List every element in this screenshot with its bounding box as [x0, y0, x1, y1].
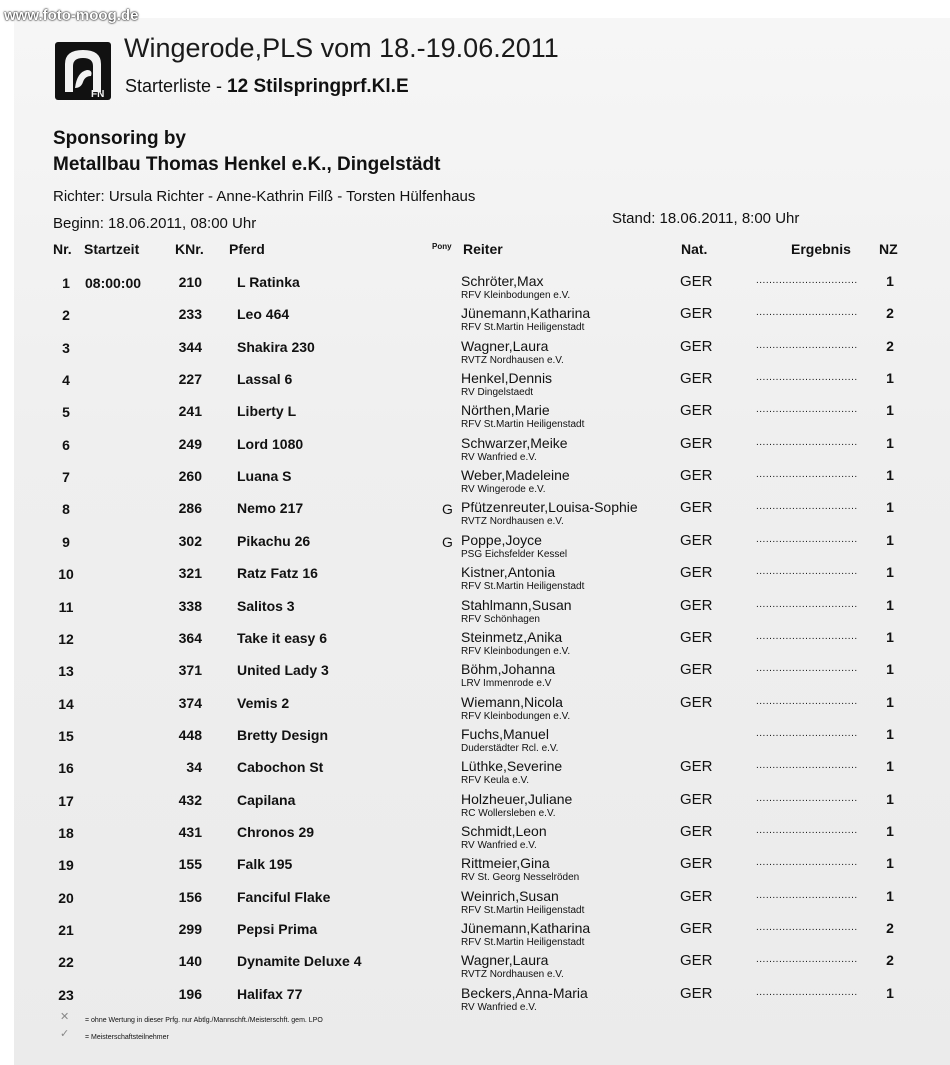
entry-nat: GER — [680, 984, 713, 1002]
entry-nr: 4 — [62, 372, 70, 389]
entry-nat: GER — [680, 467, 713, 485]
entry-club: RVTZ Nordhausen e.V. — [461, 969, 564, 981]
entry-club: RFV Keula e.V. — [461, 775, 530, 787]
entry-nz: 1 — [886, 661, 894, 678]
entry-nz: 1 — [886, 370, 894, 387]
entry-nat: GER — [680, 402, 713, 420]
entry-nz: 1 — [886, 887, 894, 904]
entry-nat: GER — [680, 628, 713, 646]
entry-nr: 22 — [58, 954, 74, 971]
entry-nz: 1 — [886, 984, 894, 1001]
table-row — [0, 499, 950, 531]
entry-nat: GER — [680, 790, 713, 808]
entry-rider: Nörthen,Marie — [461, 402, 550, 419]
table-row — [0, 370, 950, 402]
header-nz: NZ — [879, 241, 898, 257]
entry-nat: GER — [680, 370, 713, 388]
fn-logo-icon — [55, 42, 111, 100]
entry-club: RFV St.Martin Heiligenstadt — [461, 937, 585, 948]
logo-text: FN — [91, 89, 105, 100]
entry-club: Duderstädter Rcl. e.V. — [461, 742, 559, 754]
entry-nr: 17 — [58, 792, 74, 809]
entry-rider: Jünemann,Katharina — [461, 920, 591, 936]
table-row — [0, 597, 950, 629]
entry-nr: 5 — [62, 404, 70, 421]
entry-nr: 13 — [58, 663, 74, 680]
judges-line: Richter: Ursula Richter - Anne-Kathrin Filß - Torsten Hülfenhaus — [53, 188, 476, 205]
entry-nz: 1 — [886, 628, 894, 645]
entry-result-blank: ............................... — [756, 598, 858, 610]
entry-result-blank: ............................... — [756, 857, 858, 869]
entry-result-blank: ............................... — [756, 469, 858, 481]
entry-club: RV Wingerode e.V. — [461, 484, 546, 496]
entry-nr: 7 — [62, 469, 70, 486]
entry-nat: GER — [680, 661, 713, 679]
entry-rider: Schmidt,Leon — [461, 822, 547, 839]
entry-horse: Bretty Design — [237, 726, 329, 743]
entry-result-blank: ............................... — [756, 436, 858, 448]
entry-result-blank: ............................... — [756, 533, 858, 545]
entry-knr: 302 — [178, 532, 202, 549]
entry-horse: Pepsi Prima — [237, 921, 318, 937]
entry-nr: 16 — [58, 760, 74, 777]
entry-club: RFV St.Martin Heiligenstadt — [461, 581, 585, 593]
table-row — [0, 435, 950, 467]
entry-club: RFV Kleinbodungen e.V. — [461, 710, 571, 722]
entry-club: RV Wanfried e.V. — [461, 451, 537, 463]
table-row — [0, 338, 950, 370]
entry-nr: 6 — [62, 436, 70, 453]
table-row — [0, 402, 950, 434]
cross-icon: ✕ — [60, 1011, 70, 1023]
entry-nat: GER — [680, 887, 713, 905]
entry-rider: Wiemann,Nicola — [461, 693, 563, 710]
entry-horse: Luana S — [237, 468, 292, 485]
entry-knr: 156 — [178, 888, 202, 905]
entry-club: RFV Schönhagen — [461, 613, 540, 625]
entry-club: RFV Kleinbodungen e.V. — [461, 645, 571, 657]
entry-result-blank: ............................... — [756, 275, 858, 286]
entry-nz: 1 — [886, 402, 894, 419]
entry-horse: Leo 464 — [237, 306, 290, 323]
entry-horse: Fanciful Flake — [237, 888, 331, 905]
entry-knr: 286 — [178, 500, 202, 517]
entry-club: RV St. Georg Nesselröden — [461, 872, 580, 884]
page-title: Wingerode,PLS vom 18.-19.06.2011 — [124, 33, 559, 63]
entry-rider: Schröter,Max — [461, 273, 544, 289]
entry-result-blank: ............................... — [756, 404, 858, 416]
table-row — [0, 305, 950, 337]
entry-result-blank: ............................... — [756, 727, 858, 739]
footnote-cross: = ohne Wertung in dieser Prfg. nur Abtlg./Mannschft./Meisterschft. gem. LPO — [85, 1017, 323, 1024]
entry-nz: 1 — [886, 725, 894, 742]
entry-horse: Dynamite Deluxe 4 — [237, 953, 362, 970]
entry-rider: Lüthke,Severine — [461, 758, 563, 775]
table-row — [0, 888, 950, 920]
entry-nz: 1 — [886, 531, 894, 548]
table-row — [0, 952, 950, 984]
entry-nz: 1 — [886, 693, 894, 710]
entry-nz: 2 — [886, 952, 894, 969]
entry-nr: 9 — [62, 533, 70, 550]
header-nr: Nr. — [53, 241, 72, 257]
entry-pony-mark: G — [442, 501, 453, 518]
entry-nz: 1 — [886, 822, 894, 839]
entry-rider: Wagner,Laura — [461, 952, 549, 969]
entry-nz: 1 — [886, 758, 894, 775]
begin-time: Beginn: 18.06.2011, 08:00 Uhr — [53, 215, 257, 232]
entry-result-blank: ............................... — [756, 695, 858, 707]
entry-knr: 34 — [186, 759, 202, 776]
entry-nr: 1 — [62, 275, 70, 291]
entry-nat: GER — [680, 920, 713, 937]
entry-nz: 2 — [886, 920, 894, 936]
entry-nat: GER — [680, 758, 713, 776]
header-knr: KNr. — [175, 241, 204, 257]
entry-club: RFV St.Martin Heiligenstadt — [461, 904, 585, 916]
entry-result-blank: ............................... — [756, 372, 858, 384]
entry-club: RC Wollersleben e.V. — [461, 807, 556, 819]
entry-nz: 1 — [886, 273, 894, 289]
entry-horse: Liberty L — [237, 403, 297, 420]
entry-club: LRV Immenrode e.V — [461, 678, 552, 690]
entry-nat: GER — [680, 822, 713, 840]
table-row — [0, 823, 950, 855]
entry-result-blank: ............................... — [756, 792, 858, 804]
entry-nr: 20 — [58, 889, 74, 906]
entry-knr: 241 — [178, 403, 202, 420]
entry-club: RFV St.Martin Heiligenstadt — [461, 322, 585, 334]
entry-horse: Nemo 217 — [237, 500, 304, 517]
entry-nz: 2 — [886, 337, 894, 354]
entry-club: RV Wanfried e.V. — [461, 839, 537, 851]
entry-knr: 260 — [178, 468, 202, 485]
entry-nr: 3 — [62, 339, 70, 356]
entry-knr: 431 — [178, 823, 202, 840]
entry-knr: 299 — [178, 921, 202, 937]
entry-knr: 140 — [178, 953, 202, 970]
entry-nr: 21 — [58, 922, 74, 938]
entry-nat: GER — [680, 952, 713, 970]
entry-club: RV Wanfried e.V. — [461, 1001, 537, 1013]
header-pony: Pony — [432, 242, 452, 251]
entry-club: RVTZ Nordhausen e.V. — [461, 354, 564, 366]
entry-nr: 19 — [58, 857, 74, 874]
entry-nz: 1 — [886, 855, 894, 872]
entry-knr: 371 — [178, 662, 202, 679]
entry-knr: 227 — [178, 371, 202, 388]
entry-starttime: 08:00:00 — [85, 275, 142, 291]
entry-nat: GER — [680, 273, 713, 290]
entry-knr: 448 — [178, 726, 202, 743]
entry-rider: Steinmetz,Anika — [461, 628, 563, 645]
entry-nr: 12 — [58, 630, 74, 647]
entry-nz: 1 — [886, 564, 894, 581]
entry-result-blank: ............................... — [756, 307, 858, 319]
entry-knr: 338 — [178, 597, 202, 614]
entry-horse: Halifax 77 — [237, 985, 303, 1002]
subtitle — [125, 76, 409, 98]
entry-result-blank: ............................... — [756, 630, 858, 642]
table-row — [0, 855, 950, 887]
table-row — [0, 726, 950, 758]
entry-horse: Lord 1080 — [237, 435, 304, 452]
entry-result-blank: ............................... — [756, 663, 858, 675]
entry-nr: 15 — [58, 727, 74, 744]
entry-result-blank: ............................... — [756, 339, 858, 351]
table-row — [0, 273, 950, 305]
entry-knr: 233 — [178, 306, 202, 323]
sponsor-heading: Sponsoring by — [53, 128, 186, 149]
check-icon: ✓ — [60, 1028, 70, 1040]
entry-rider: Stahlmann,Susan — [461, 596, 572, 613]
entry-nr: 10 — [58, 566, 74, 583]
entry-horse: Falk 195 — [237, 856, 293, 873]
entry-horse: Capilana — [237, 791, 296, 808]
table-row — [0, 532, 950, 564]
entry-nat: GER — [680, 305, 713, 323]
entry-rider: Beckers,Anna-Maria — [461, 984, 588, 1001]
entry-nr: 11 — [58, 598, 74, 615]
entry-rider: Böhm,Johanna — [461, 661, 556, 678]
entry-nat: GER — [680, 434, 713, 452]
watermark: www.foto-moog.de — [4, 7, 139, 24]
entry-rider: Weinrich,Susan — [461, 887, 559, 904]
entry-knr: 210 — [178, 274, 202, 290]
entry-rider: Rittmeier,Gina — [461, 855, 550, 872]
table-row — [0, 791, 950, 823]
entry-nr: 2 — [62, 307, 70, 324]
entry-nat: GER — [680, 596, 713, 614]
entry-knr: 196 — [178, 985, 202, 1002]
entry-club: RVTZ Nordhausen e.V. — [461, 516, 564, 528]
entry-rider: Jünemann,Katharina — [461, 305, 591, 322]
entry-horse: Pikachu 26 — [237, 532, 311, 549]
entry-rider: Henkel,Dennis — [461, 370, 553, 387]
entry-knr: 321 — [178, 565, 202, 582]
entry-knr: 432 — [178, 791, 202, 808]
entry-nr: 23 — [58, 986, 74, 1003]
entry-horse: L Ratinka — [237, 274, 300, 290]
entry-result-blank: ............................... — [756, 501, 858, 513]
header-ergebnis: Ergebnis — [791, 241, 851, 257]
table-row — [0, 467, 950, 499]
entry-knr: 155 — [178, 856, 202, 873]
entry-knr: 344 — [178, 338, 202, 355]
entry-rider: Schwarzer,Meike — [461, 434, 568, 451]
entry-club: RV Dingelstaedt — [461, 387, 534, 399]
header-pferd: Pferd — [229, 241, 265, 257]
entry-club: RFV Kleinbodungen e.V. — [461, 290, 571, 301]
header-reiter: Reiter — [463, 241, 503, 257]
header-startzeit: Startzeit — [84, 241, 140, 257]
table-row — [0, 920, 950, 952]
entry-horse: Chronos 29 — [237, 823, 315, 840]
table-row — [0, 758, 950, 790]
entry-nz: 1 — [886, 499, 894, 516]
entry-nz: 2 — [886, 305, 894, 322]
subtitle-main: 12 Stilspringprf.Kl.E — [227, 76, 409, 97]
entry-result-blank: ............................... — [756, 760, 858, 772]
entry-result-blank: ............................... — [756, 824, 858, 836]
entry-nz: 1 — [886, 467, 894, 484]
table-row — [0, 985, 950, 1017]
entry-nz: 1 — [886, 434, 894, 451]
entry-nat: GER — [680, 564, 713, 582]
entry-rider: Poppe,Joyce — [461, 531, 542, 548]
table-row — [0, 661, 950, 693]
entry-result-blank: ............................... — [756, 954, 858, 966]
footnote-check: = Meisterschaftsteilnehmer — [85, 1034, 169, 1041]
entry-knr: 364 — [178, 629, 202, 646]
entry-knr: 374 — [178, 694, 202, 711]
table-row — [0, 564, 950, 596]
entry-rider: Pfützenreuter,Louisa-Sophie — [461, 499, 638, 516]
entry-horse: Shakira 230 — [237, 338, 315, 355]
entry-horse: Salitos 3 — [237, 597, 295, 614]
entry-rider: Weber,Madeleine — [461, 467, 570, 484]
entry-nat: GER — [680, 855, 713, 873]
entry-rider: Kistner,Antonia — [461, 564, 556, 581]
entry-result-blank: ............................... — [756, 922, 858, 933]
entry-club: PSG Eichsfelder Kessel — [461, 548, 568, 560]
entry-club: RFV St.Martin Heiligenstadt — [461, 419, 585, 431]
entry-result-blank: ............................... — [756, 986, 858, 998]
entry-rider: Fuchs,Manuel — [461, 725, 549, 742]
table-row — [0, 629, 950, 661]
entry-nat: GER — [680, 499, 713, 517]
entry-pony-mark: G — [442, 533, 453, 550]
entry-horse: Take it easy 6 — [237, 629, 328, 646]
entry-nz: 1 — [886, 596, 894, 613]
entry-result-blank: ............................... — [756, 889, 858, 901]
sponsor-name: Metallbau Thomas Henkel e.K., Dingelstädt — [53, 154, 441, 175]
status-date: Stand: 18.06.2011, 8:00 Uhr — [612, 210, 800, 227]
entry-horse: Vemis 2 — [237, 694, 290, 711]
entry-nat: GER — [680, 337, 713, 355]
entry-rider: Holzheuer,Juliane — [461, 790, 573, 807]
entry-knr: 249 — [178, 435, 202, 452]
entry-nat: GER — [680, 693, 713, 711]
entry-horse: Cabochon St — [237, 759, 324, 776]
entry-horse: Lassal 6 — [237, 371, 293, 388]
subtitle-prefix: Starterliste - — [125, 76, 223, 96]
entry-nr: 14 — [58, 695, 74, 712]
entry-rider: Wagner,Laura — [461, 337, 549, 354]
entry-horse: United Lady 3 — [237, 662, 329, 679]
header-nat: Nat. — [681, 241, 708, 257]
entry-result-blank: ............................... — [756, 566, 858, 578]
table-row — [0, 694, 950, 726]
entry-nr: 8 — [62, 501, 70, 518]
entry-nz: 1 — [886, 790, 894, 807]
entry-nr: 18 — [58, 824, 74, 841]
entry-nat: GER — [680, 531, 713, 549]
entry-horse: Ratz Fatz 16 — [237, 565, 318, 582]
